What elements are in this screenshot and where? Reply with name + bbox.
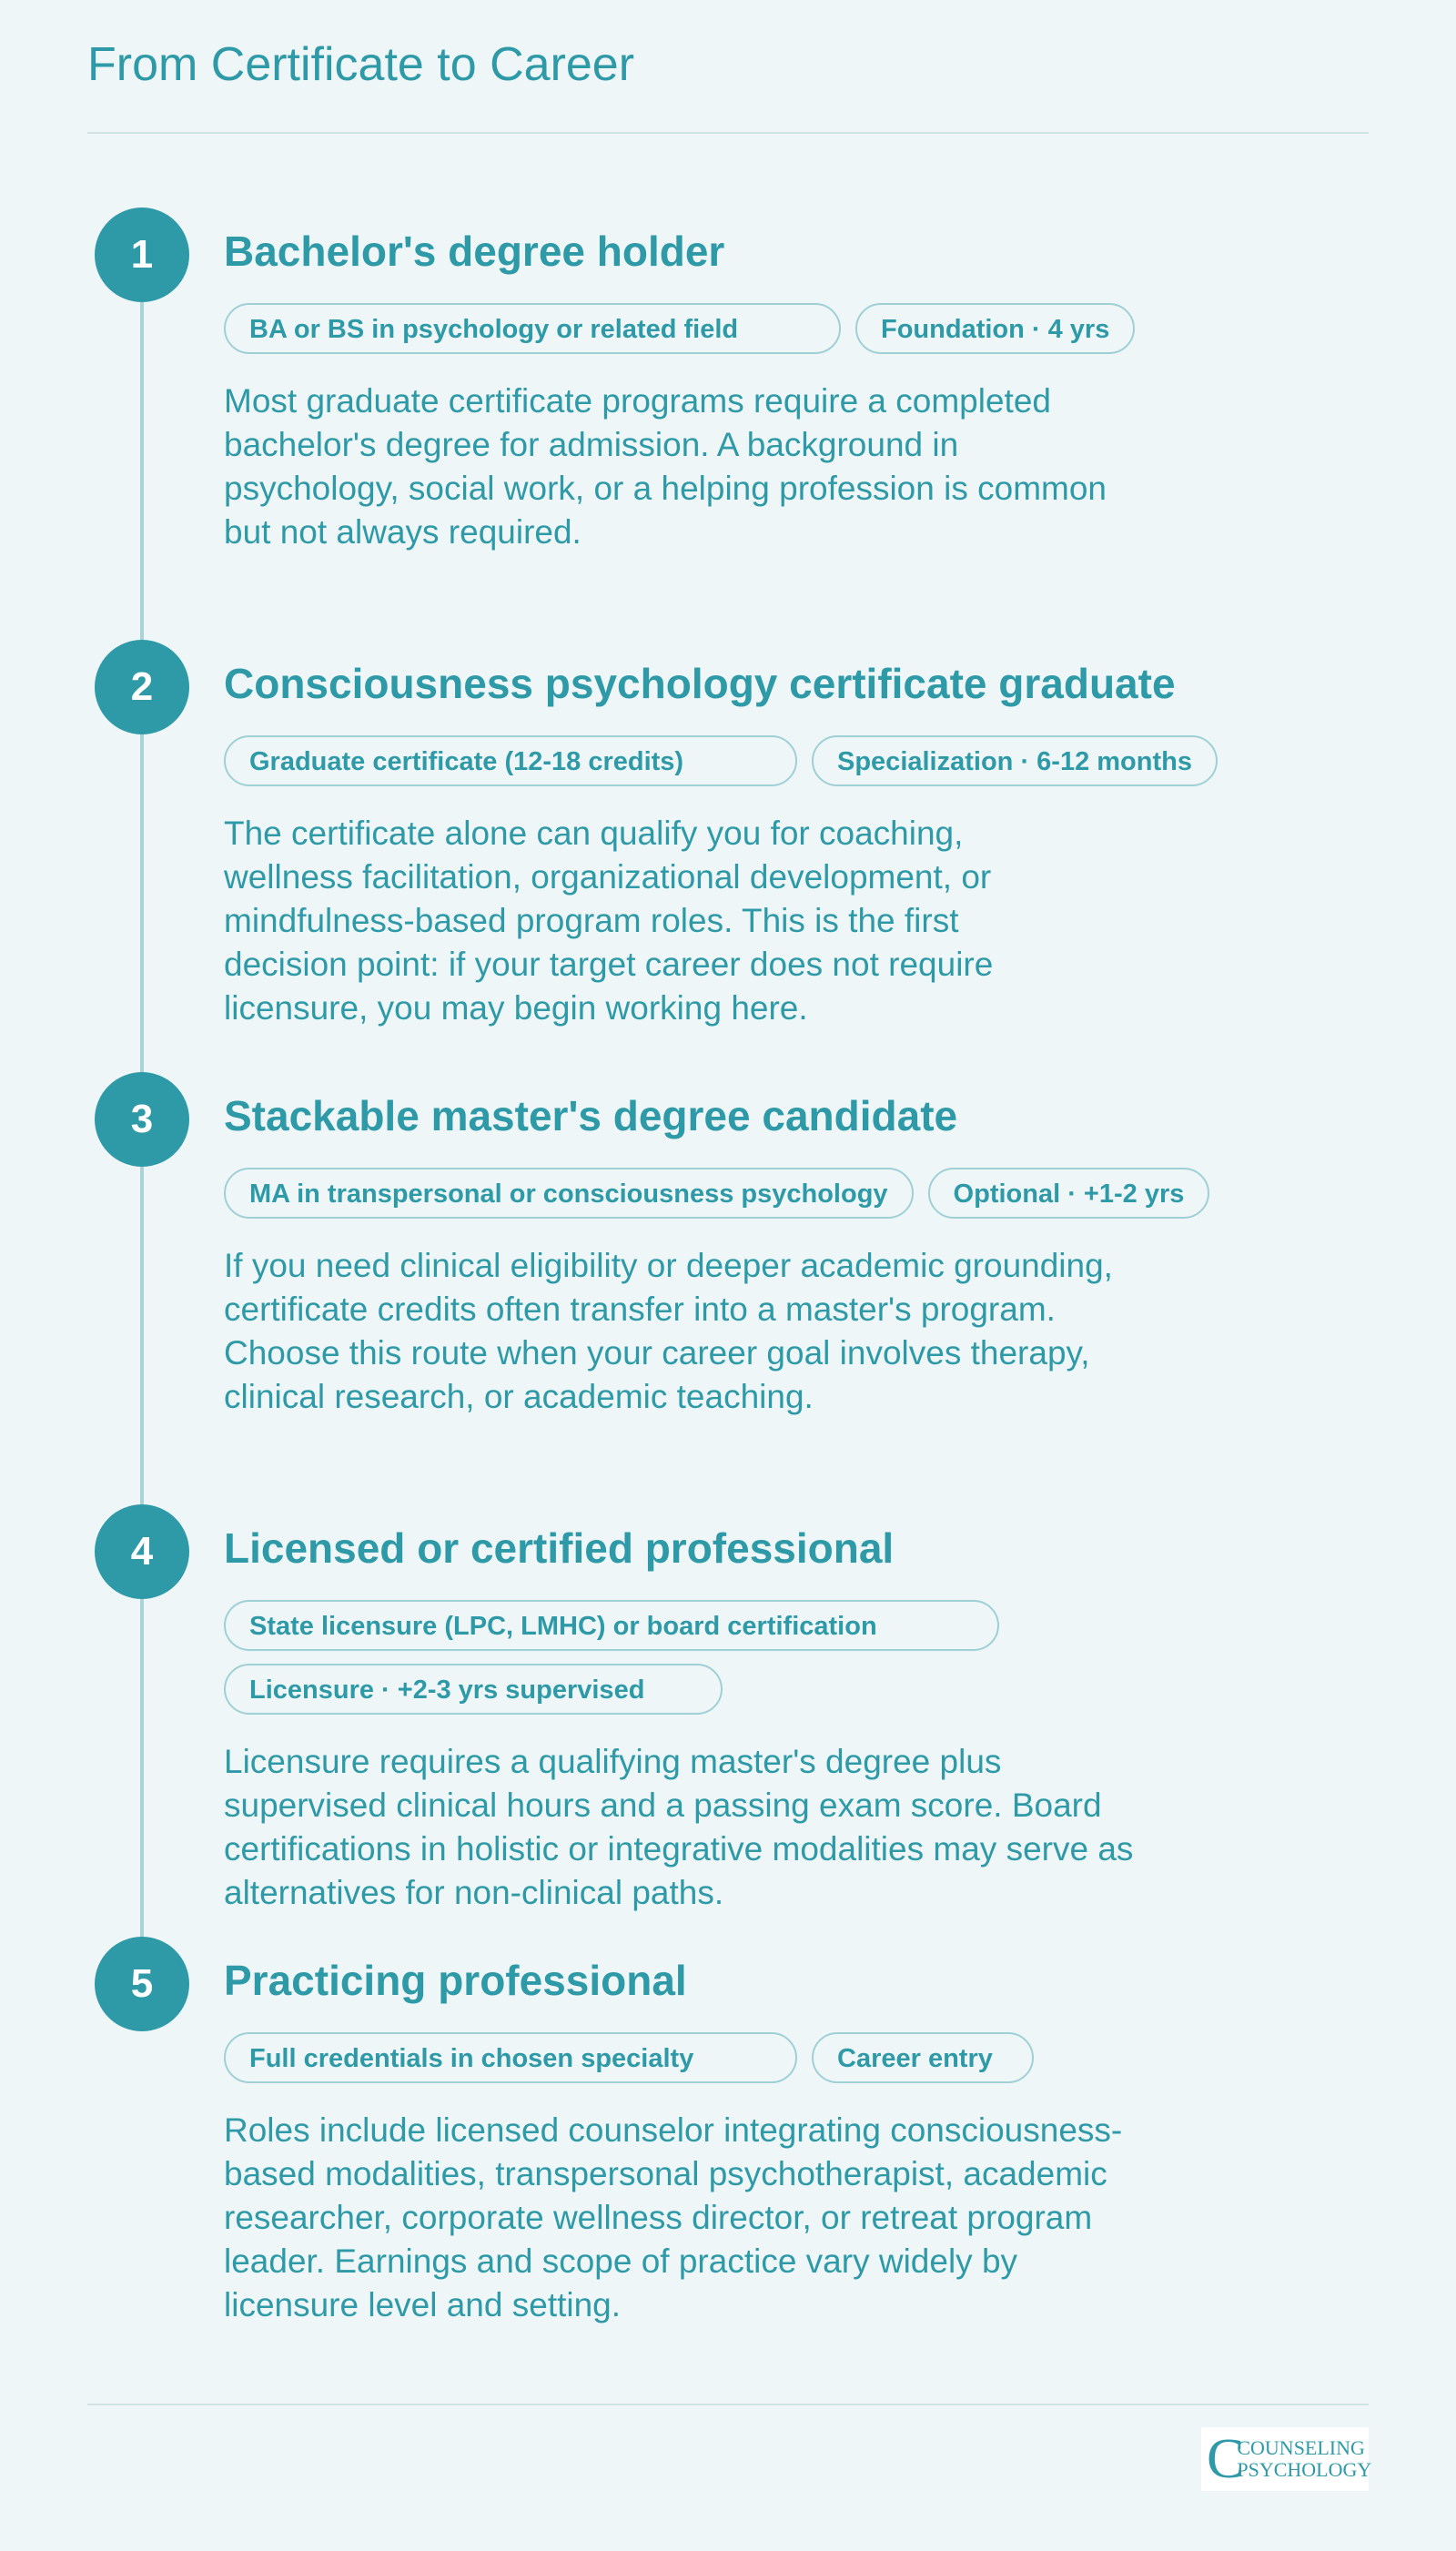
step-number-badge: 4 [95, 1504, 189, 1599]
step-title: Practicing professional [224, 1957, 687, 2004]
step-tags [224, 735, 1316, 786]
step-content [224, 208, 1343, 554]
credential-tag: BA or BS in psychology or related field [224, 303, 841, 354]
counseling-psychology-logo [1201, 2427, 1372, 2491]
step-description: Roles include licensed counselor integrating consciousness-based modalities, transpersonal psychotherapist, academic researcher, corporate wellness director, or retreat program leader. Earnings and scope of practice vary widely by licensure level and setting. [224, 2111, 1123, 2323]
step-content [224, 1072, 1343, 1419]
step-number-badge: 5 [95, 1937, 189, 2031]
duration-tag: Specialization · 6-12 months [812, 735, 1218, 786]
step-description: If you need clinical eligibility or deeper academic grounding, certificate credits often transfer into a master's program. Choose this route when your career goal involves therapy, clinical research, or academic teaching. [224, 1246, 1113, 1415]
credential-tag: State licensure (LPC, LMHC) or board certification [224, 1600, 999, 1651]
step-tags [224, 1600, 1316, 1715]
logo-wordmark: COUNSELING PSYCHOLOGY [1237, 2436, 1372, 2481]
step-title: Consciousness psychology certificate graduate [224, 660, 1176, 707]
credential-tag: Full credentials in chosen specialty [224, 2032, 797, 2083]
duration-tag: Optional · +1-2 yrs [928, 1168, 1210, 1219]
page-title: From Certificate to Career [87, 38, 635, 91]
step-tags [224, 2032, 1316, 2083]
step-title: Bachelor's degree holder [224, 228, 725, 275]
step-content [224, 640, 1343, 1030]
credential-tag: MA in transpersonal or consciousness psychology [224, 1168, 914, 1219]
duration-tag: Foundation · 4 yrs [855, 303, 1135, 354]
duration-tag: Career entry [812, 2032, 1034, 2083]
step-number-badge: 1 [95, 208, 189, 302]
step-content [224, 1937, 1343, 2327]
step-number-badge: 3 [95, 1072, 189, 1167]
step-description: The certificate alone can qualify you for coaching, wellness facilitation, organizational development, or mindfulness-based program roles. This is the first decision point: if your target career does not require licensure, you may begin working here. [224, 814, 994, 1027]
step-tags [224, 303, 1316, 354]
credential-tag: Graduate certificate (12-18 credits) [224, 735, 797, 786]
step-tags [224, 1168, 1316, 1219]
footer-divider [87, 2404, 1369, 2405]
step-description: Most graduate certificate programs require a completed bachelor's degree for admission. A background in psychology, social work, or a helping profession is common but not always required. [224, 381, 1107, 551]
step-description: Licensure requires a qualifying master's degree plus supervised clinical hours and a passing exam score. Board certifications in holistic or integrative modalities may serve as alternatives for non-clinical paths. [224, 1742, 1134, 1911]
header-divider [87, 132, 1369, 134]
step-content [224, 1504, 1343, 1915]
step-number-badge: 2 [95, 640, 189, 734]
duration-tag: Licensure · +2-3 yrs supervised [224, 1664, 723, 1715]
step-title: Stackable master's degree candidate [224, 1092, 958, 1139]
step-title: Licensed or certified professional [224, 1524, 895, 1572]
logo-mark-icon: C [1207, 2428, 1245, 2490]
